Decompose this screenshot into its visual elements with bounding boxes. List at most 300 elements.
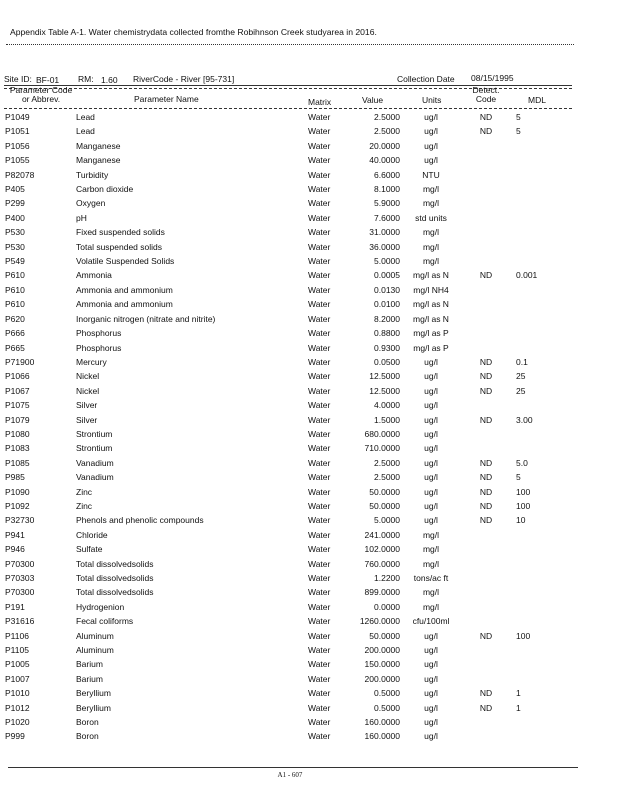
- table-row: [0, 342, 618, 356]
- table-row: [0, 385, 618, 399]
- site-id-label: Site ID:: [4, 74, 32, 84]
- detect-code-cell: ND: [479, 688, 493, 699]
- units-cell: mg/l: [422, 529, 440, 540]
- parameter-code-cell: P1085: [5, 457, 30, 468]
- units-cell: ug/l: [424, 645, 438, 656]
- value-cell: 0.5000: [374, 688, 400, 699]
- mdl-cell: 25: [516, 385, 526, 396]
- parameter-code-cell: P191: [5, 601, 25, 612]
- units-cell: ug/l: [424, 688, 438, 699]
- parameter-name-cell: Carbon dioxide: [76, 184, 134, 195]
- parameter-name-cell: Manganese: [76, 140, 121, 151]
- units-cell: ug/l: [424, 155, 438, 166]
- parameter-code-cell: P1055: [5, 155, 30, 166]
- parameter-name-cell: Total dissolvedsolids: [76, 587, 154, 598]
- matrix-cell: Water: [308, 270, 331, 281]
- parameter-name-cell: Lead: [76, 126, 95, 137]
- column-header-name: Parameter Name: [134, 94, 199, 104]
- value-cell: 5.9000: [374, 198, 400, 209]
- matrix-cell: Water: [308, 457, 331, 468]
- parameter-code-cell: P405: [5, 184, 25, 195]
- column-header-code-line2: or Abbrev.: [21, 94, 61, 104]
- units-cell: mg/l: [422, 241, 440, 252]
- value-cell: 0.0005: [374, 270, 400, 281]
- units-cell: ug/l: [424, 428, 438, 439]
- parameter-name-cell: Vanadium: [76, 457, 114, 468]
- value-cell: 160.0000: [364, 731, 400, 742]
- parameter-code-cell: P1049: [5, 112, 30, 122]
- matrix-cell: Water: [308, 673, 331, 684]
- detect-code-cell: ND: [479, 385, 493, 396]
- units-cell: mg/l: [422, 544, 440, 555]
- parameter-name-cell: Vanadium: [76, 472, 114, 483]
- parameter-name-cell: Zinc: [76, 486, 93, 497]
- table-row: [0, 183, 618, 197]
- value-cell: 0.0100: [374, 299, 400, 310]
- value-cell: 2.5000: [374, 457, 400, 468]
- parameter-name-cell: Boron: [76, 731, 99, 742]
- units-cell: ug/l: [424, 717, 438, 728]
- value-cell: 50.0000: [369, 500, 400, 511]
- parameter-name-cell: Beryllium: [76, 688, 111, 699]
- parameter-name-cell: Total dissolvedsolids: [76, 558, 154, 569]
- matrix-cell: Water: [308, 601, 331, 612]
- value-cell: 5.0000: [374, 515, 400, 526]
- value-cell: 680.0000: [364, 428, 400, 439]
- header-bottom-dashed-rule: [4, 108, 572, 109]
- matrix-cell: Water: [308, 558, 331, 569]
- table-row: [0, 615, 618, 629]
- table-row: [0, 486, 618, 500]
- units-cell: mg/l: [422, 198, 440, 209]
- parameter-code-cell: P1005: [5, 659, 30, 670]
- value-cell: 0.8800: [374, 328, 400, 339]
- matrix-cell: Water: [308, 241, 331, 252]
- table-row: [0, 702, 618, 716]
- units-cell: ug/l: [424, 140, 438, 151]
- table-row: [0, 543, 618, 557]
- table-row: [0, 241, 618, 255]
- table-row: [0, 414, 618, 428]
- mdl-cell: 0.1: [516, 356, 528, 367]
- parameter-code-cell: P941: [5, 529, 25, 540]
- table-row: [0, 572, 618, 586]
- parameter-code-cell: P985: [5, 472, 25, 483]
- matrix-cell: Water: [308, 573, 331, 583]
- matrix-cell: Water: [308, 515, 331, 526]
- table-row: [0, 399, 618, 413]
- mdl-cell: 3.00: [516, 414, 533, 425]
- parameter-code-cell: P32730: [5, 515, 35, 526]
- value-cell: 2.5000: [374, 126, 400, 137]
- parameter-name-cell: Ammonia: [76, 270, 112, 281]
- mdl-cell: 1: [516, 688, 521, 699]
- value-cell: 20.0000: [369, 140, 400, 151]
- parameter-name-cell: Aluminum: [76, 630, 114, 641]
- units-cell: ug/l: [424, 500, 438, 511]
- matrix-cell: Water: [308, 284, 331, 295]
- table-row: [0, 687, 618, 701]
- parameter-code-cell: P1010: [5, 688, 30, 699]
- column-header-code-line1: Parameter Code: [9, 85, 73, 95]
- mdl-cell: 5.0: [516, 457, 528, 468]
- matrix-cell: Water: [308, 500, 331, 511]
- table-row: [0, 457, 618, 471]
- matrix-cell: Water: [308, 486, 331, 497]
- value-cell: 1.5000: [374, 414, 400, 425]
- units-cell: tons/ac ft: [413, 573, 449, 583]
- parameter-code-cell: P71900: [5, 356, 35, 367]
- river-code-value: [95-731]: [203, 74, 235, 84]
- units-cell: ug/l: [424, 385, 438, 396]
- matrix-cell: Water: [308, 198, 331, 209]
- value-cell: 200.0000: [364, 673, 400, 684]
- parameter-name-cell: Total dissolvedsolids: [76, 573, 154, 583]
- detect-code-cell: ND: [479, 126, 493, 137]
- parameter-code-cell: P666: [5, 328, 25, 339]
- parameter-code-cell: P82078: [5, 169, 35, 180]
- value-cell: 160.0000: [364, 717, 400, 728]
- table-row: [0, 370, 618, 384]
- matrix-cell: Water: [308, 140, 331, 151]
- units-cell: mg/l: [422, 558, 440, 569]
- parameter-code-cell: P530: [5, 241, 25, 252]
- table-row: [0, 197, 618, 211]
- table-row: [0, 269, 618, 283]
- value-cell: 0.9300: [374, 342, 400, 353]
- table-row: [0, 630, 618, 644]
- parameter-code-cell: P1067: [5, 385, 30, 396]
- parameter-name-cell: Mercury: [76, 356, 107, 367]
- value-cell: 50.0000: [369, 630, 400, 641]
- table-row: [0, 586, 618, 600]
- parameter-name-cell: Zinc: [76, 500, 93, 511]
- units-cell: ug/l: [424, 126, 438, 137]
- matrix-cell: Water: [308, 155, 331, 166]
- parameter-code-cell: P1079: [5, 414, 30, 425]
- parameter-code-cell: P999: [5, 731, 25, 742]
- column-header-value: Value: [362, 95, 384, 105]
- matrix-cell: Water: [308, 414, 331, 425]
- units-cell: ug/l: [424, 414, 438, 425]
- parameter-code-cell: P549: [5, 256, 25, 267]
- matrix-cell: Water: [308, 212, 331, 223]
- value-cell: 7.6000: [374, 212, 400, 223]
- matrix-cell: Water: [308, 443, 331, 454]
- parameter-code-cell: P1075: [5, 400, 30, 411]
- parameter-name-cell: Nickel: [76, 371, 100, 382]
- units-cell: mg/l as N: [413, 299, 449, 310]
- matrix-cell: Water: [308, 731, 331, 742]
- parameter-code-cell: P530: [5, 227, 25, 238]
- mdl-cell: 25: [516, 371, 526, 382]
- matrix-cell: Water: [308, 112, 331, 122]
- matrix-cell: Water: [308, 385, 331, 396]
- value-cell: 0.5000: [374, 702, 400, 713]
- parameter-code-cell: P1092: [5, 500, 30, 511]
- table-row: [0, 716, 618, 730]
- matrix-cell: Water: [308, 645, 331, 656]
- table-row: [0, 125, 618, 139]
- units-cell: mg/l: [422, 587, 440, 598]
- parameter-name-cell: Strontium: [76, 443, 113, 454]
- column-header-code: [6, 86, 76, 104]
- parameter-name-cell: Phosphorus: [76, 342, 122, 353]
- mdl-cell: 100: [516, 500, 531, 511]
- table-row: [0, 514, 618, 528]
- parameter-code-cell: P70303: [5, 573, 35, 583]
- matrix-cell: Water: [308, 702, 331, 713]
- matrix-cell: Water: [308, 659, 331, 670]
- units-cell: cfu/100ml: [412, 616, 450, 627]
- matrix-cell: Water: [308, 529, 331, 540]
- collection-date-value: 08/15/1995: [471, 73, 514, 83]
- parameter-code-cell: P665: [5, 342, 25, 353]
- units-cell: mg/l as N: [413, 270, 449, 281]
- parameter-name-cell: Turbidity: [76, 169, 109, 180]
- parameter-name-cell: Total suspended solids: [76, 241, 163, 252]
- column-header-detect-line1: Detect.: [472, 85, 500, 95]
- units-cell: mg/l: [422, 184, 440, 195]
- table-row: [0, 169, 618, 183]
- detect-code-cell: ND: [479, 371, 493, 382]
- parameter-code-cell: P610: [5, 299, 25, 310]
- matrix-cell: Water: [308, 126, 331, 137]
- detect-code-cell: ND: [479, 515, 493, 526]
- units-cell: ug/l: [424, 659, 438, 670]
- table-row: [0, 284, 618, 298]
- matrix-cell: Water: [308, 328, 331, 339]
- units-cell: ug/l: [424, 112, 438, 122]
- value-cell: 31.0000: [369, 227, 400, 238]
- parameter-code-cell: P70300: [5, 558, 35, 569]
- units-cell: ug/l: [424, 702, 438, 713]
- parameter-code-cell: P70300: [5, 587, 35, 598]
- parameter-name-cell: Beryllium: [76, 702, 111, 713]
- matrix-cell: Water: [308, 472, 331, 483]
- table-row: [0, 471, 618, 485]
- value-cell: 36.0000: [369, 241, 400, 252]
- table-row: [0, 255, 618, 269]
- table-title: Appendix Table A-1. Water chemistrydata collected fromthe Robihnson Creek studyarea in 2016.: [10, 27, 377, 37]
- parameter-code-cell: P1007: [5, 673, 30, 684]
- column-header-detect: [466, 86, 506, 104]
- value-cell: 760.0000: [364, 558, 400, 569]
- matrix-cell: Water: [308, 299, 331, 310]
- detect-code-cell: ND: [479, 112, 493, 122]
- table-row: [0, 428, 618, 442]
- table-row: [0, 500, 618, 514]
- units-cell: ug/l: [424, 673, 438, 684]
- value-cell: 710.0000: [364, 443, 400, 454]
- parameter-name-cell: Oxygen: [76, 198, 106, 209]
- detect-code-cell: ND: [479, 500, 493, 511]
- table-row: [0, 558, 618, 572]
- table-row: [0, 111, 618, 125]
- parameter-name-cell: Ammonia and ammonium: [76, 299, 173, 310]
- rm-value: 1.60: [101, 75, 118, 85]
- table-row: [0, 212, 618, 226]
- parameter-code-cell: P299: [5, 198, 25, 209]
- value-cell: 2.5000: [374, 472, 400, 483]
- parameter-name-cell: Fecal coliforms: [76, 616, 134, 627]
- table-row: [0, 442, 618, 456]
- units-cell: std units: [415, 212, 447, 223]
- units-cell: ug/l: [424, 630, 438, 641]
- mdl-cell: 5: [516, 472, 521, 483]
- table-row: [0, 601, 618, 615]
- river-code-label: RiverCode - River: [133, 74, 201, 84]
- detect-code-cell: ND: [479, 414, 493, 425]
- units-cell: ug/l: [424, 457, 438, 468]
- matrix-cell: Water: [308, 630, 331, 641]
- table-row: [0, 730, 618, 744]
- table-row: [0, 154, 618, 168]
- units-cell: mg/l as N: [413, 313, 449, 324]
- table-row: [0, 529, 618, 543]
- mdl-cell: 100: [516, 486, 531, 497]
- value-cell: 102.0000: [364, 544, 400, 555]
- detect-code-cell: ND: [479, 472, 493, 483]
- units-cell: mg/l NH4: [413, 284, 449, 295]
- units-cell: ug/l: [424, 443, 438, 454]
- value-cell: 12.5000: [369, 385, 400, 396]
- parameter-name-cell: Fixed suspended solids: [76, 227, 165, 238]
- detect-code-cell: ND: [479, 356, 493, 367]
- page-number: A1 - 607: [277, 771, 303, 779]
- parameter-code-cell: P620: [5, 313, 25, 324]
- data-table-body: [0, 111, 618, 745]
- parameter-name-cell: Nickel: [76, 385, 100, 396]
- detect-code-cell: ND: [479, 702, 493, 713]
- matrix-cell: Water: [308, 356, 331, 367]
- parameter-name-cell: Barium: [76, 659, 103, 670]
- table-row: [0, 356, 618, 370]
- mdl-cell: 5: [516, 112, 521, 122]
- units-cell: ug/l: [424, 400, 438, 411]
- matrix-cell: Water: [308, 169, 331, 180]
- column-header-matrix: Matrix: [308, 97, 332, 107]
- table-row: [0, 327, 618, 341]
- parameter-name-cell: Boron: [76, 717, 99, 728]
- value-cell: 899.0000: [364, 587, 400, 598]
- parameter-name-cell: Inorganic nitrogen (nitrate and nitrite): [76, 313, 216, 324]
- mdl-cell: 10: [516, 515, 526, 526]
- parameter-name-cell: Barium: [76, 673, 103, 684]
- value-cell: 50.0000: [369, 486, 400, 497]
- title-divider: [6, 44, 574, 45]
- matrix-cell: Water: [308, 587, 331, 598]
- parameter-code-cell: P1106: [5, 630, 29, 641]
- value-cell: 1260.0000: [359, 616, 400, 627]
- parameter-code-cell: P1012: [5, 702, 30, 713]
- units-cell: ug/l: [424, 371, 438, 382]
- mdl-cell: 100: [516, 630, 531, 641]
- parameter-code-cell: P946: [5, 544, 25, 555]
- value-cell: 2.5000: [374, 112, 400, 122]
- parameter-code-cell: P1083: [5, 443, 30, 454]
- parameter-name-cell: Lead: [76, 112, 95, 122]
- units-cell: mg/l as P: [413, 328, 449, 339]
- mdl-cell: 1: [516, 702, 521, 713]
- units-cell: NTU: [422, 169, 440, 180]
- parameter-code-cell: P1020: [5, 717, 30, 728]
- value-cell: 1.2200: [374, 573, 400, 583]
- table-row: [0, 658, 618, 672]
- column-header-mdl: MDL: [528, 95, 546, 105]
- table-row: [0, 298, 618, 312]
- parameter-name-cell: Aluminum: [76, 645, 114, 656]
- table-row: [0, 313, 618, 327]
- parameter-code-cell: P610: [5, 284, 25, 295]
- value-cell: 6.6000: [374, 169, 400, 180]
- value-cell: 0.0130: [374, 284, 400, 295]
- parameter-name-cell: Ammonia and ammonium: [76, 284, 173, 295]
- detect-code-cell: ND: [479, 630, 493, 641]
- parameter-name-cell: Silver: [76, 400, 98, 411]
- detect-code-cell: ND: [479, 270, 493, 281]
- units-cell: mg/l: [422, 601, 440, 612]
- footer-rule: [8, 767, 578, 768]
- matrix-cell: Water: [308, 616, 331, 627]
- rm-label: RM:: [78, 74, 94, 84]
- parameter-name-cell: Phosphorus: [76, 328, 122, 339]
- parameter-name-cell: Strontium: [76, 428, 113, 439]
- parameter-code-cell: P1080: [5, 428, 30, 439]
- mdl-cell: 0.001: [516, 270, 538, 281]
- matrix-cell: Water: [308, 400, 331, 411]
- value-cell: 150.0000: [364, 659, 400, 670]
- value-cell: 8.2000: [374, 313, 400, 324]
- parameter-name-cell: Hydrogenion: [76, 601, 125, 612]
- units-cell: mg/l: [422, 256, 440, 267]
- parameter-code-cell: P610: [5, 270, 25, 281]
- matrix-cell: Water: [308, 717, 331, 728]
- value-cell: 0.0000: [374, 601, 400, 612]
- parameter-code-cell: P1090: [5, 486, 30, 497]
- matrix-cell: Water: [308, 256, 331, 267]
- value-cell: 0.0500: [374, 356, 400, 367]
- mdl-cell: 5: [516, 126, 521, 137]
- parameter-name-cell: Manganese: [76, 155, 121, 166]
- parameter-code-cell: P31616: [5, 616, 35, 627]
- matrix-cell: Water: [308, 688, 331, 699]
- matrix-cell: Water: [308, 184, 331, 195]
- parameter-name-cell: Chloride: [76, 529, 108, 540]
- collection-date-label: Collection Date: [397, 74, 455, 84]
- detect-code-cell: ND: [479, 486, 493, 497]
- units-cell: mg/l: [422, 227, 440, 238]
- site-id-value: BF-01: [36, 75, 60, 85]
- value-cell: 12.5000: [369, 371, 400, 382]
- parameter-code-cell: P1051: [5, 126, 30, 137]
- parameter-code-cell: P1056: [5, 140, 30, 151]
- matrix-cell: Water: [308, 313, 331, 324]
- parameter-name-cell: Silver: [76, 414, 98, 425]
- units-cell: ug/l: [424, 356, 438, 367]
- units-cell: ug/l: [424, 486, 438, 497]
- parameter-code-cell: P1105: [5, 645, 29, 656]
- value-cell: 8.1000: [374, 184, 400, 195]
- value-cell: 200.0000: [364, 645, 400, 656]
- matrix-cell: Water: [308, 342, 331, 353]
- units-cell: ug/l: [424, 731, 438, 742]
- matrix-cell: Water: [308, 371, 331, 382]
- table-row: [0, 226, 618, 240]
- parameter-name-cell: Sulfate: [76, 544, 103, 555]
- value-cell: 40.0000: [369, 155, 400, 166]
- units-cell: ug/l: [424, 472, 438, 483]
